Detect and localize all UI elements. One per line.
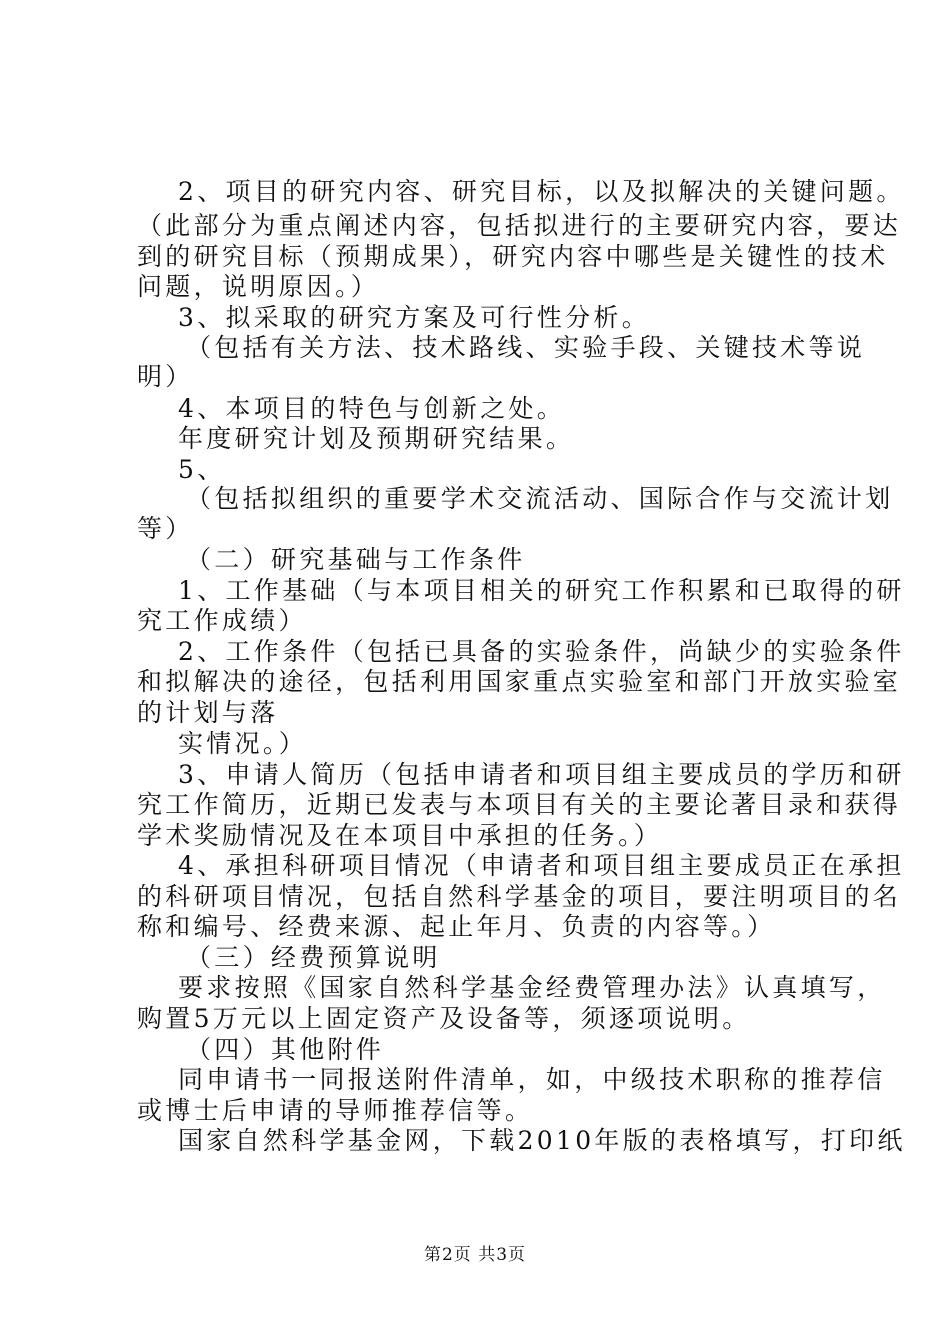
text-line: 和拟解决的途径，包括利用国家重点实验室和部门开放实验室	[137, 667, 902, 696]
text-line: 称和编号、经费来源、起止年月、负责的内容等。）	[137, 912, 776, 941]
text-line: 4、承担科研项目情况（申请者和项目组主要成员正在承担	[178, 851, 905, 880]
page-number-footer: 第2页 共3页	[423, 1245, 527, 1265]
text-line: （此部分为重点阐述内容，包括拟进行的主要研究内容，要达	[137, 211, 902, 240]
text-line: 等）	[137, 514, 194, 543]
text-line: 到的研究目标（预期成果），研究内容中哪些是关键性的技术	[137, 242, 889, 271]
section-heading: （二）研究基础与工作条件	[186, 545, 526, 574]
text-line: 究工作简历，近期已发表与本项目有关的主要论著目录和获得	[137, 790, 902, 819]
text-line: 同申请书一同报送附件清单，如，中级技术职称的推荐信	[178, 1065, 886, 1094]
text-line: 实情况。）	[178, 729, 308, 758]
text-line: 2、项目的研究内容、研究目标，以及拟解决的关键问题。	[178, 177, 905, 206]
section-heading: （三）经费预算说明	[186, 943, 441, 972]
text-line: 或博士后申请的导师推荐信等。	[137, 1096, 534, 1125]
text-line: 年度研究计划及预期研究结果。	[178, 424, 575, 453]
text-line: 学术奖励情况及在本项目中承担的任务。）	[137, 821, 663, 850]
text-line: 1、工作基础（与本项目相关的研究工作积累和已取得的研	[178, 576, 905, 605]
text-line: 究工作成绩）	[137, 606, 307, 635]
text-line: 国家自然科学基金网，下载2010年版的表格填写，打印纸	[178, 1126, 906, 1155]
section-heading: （四）其他附件	[186, 1035, 385, 1064]
text-line: （包括拟组织的重要学术交流活动、国际合作与交流计划	[186, 484, 894, 513]
text-line: 3、拟采取的研究方案及可行性分析。	[178, 303, 651, 332]
text-line: 的科研项目情况，包括自然科学基金的项目，要注明项目的名	[137, 882, 902, 911]
text-line: 要求按照《国家自然科学基金经费管理办法》认真填写，	[178, 973, 886, 1002]
text-line: 的计划与落	[137, 698, 279, 727]
text-line: （包括有关方法、技术路线、实验手段、关键技术等说	[186, 333, 866, 362]
text-line: 3、申请人简历（包括申请者和项目组主要成员的学历和研	[178, 760, 905, 789]
text-line: 购置5万元以上固定资产及设备等，须逐项说明。	[137, 1004, 751, 1033]
text-line: 明）	[137, 362, 194, 391]
text-line: 问题，说明原因。）	[137, 272, 380, 301]
text-line: 5、	[178, 455, 226, 484]
text-line: 4、本项目的特色与创新之处。	[178, 394, 566, 423]
text-line: 2、工作条件（包括已具备的实验条件，尚缺少的实验条件	[178, 637, 905, 666]
